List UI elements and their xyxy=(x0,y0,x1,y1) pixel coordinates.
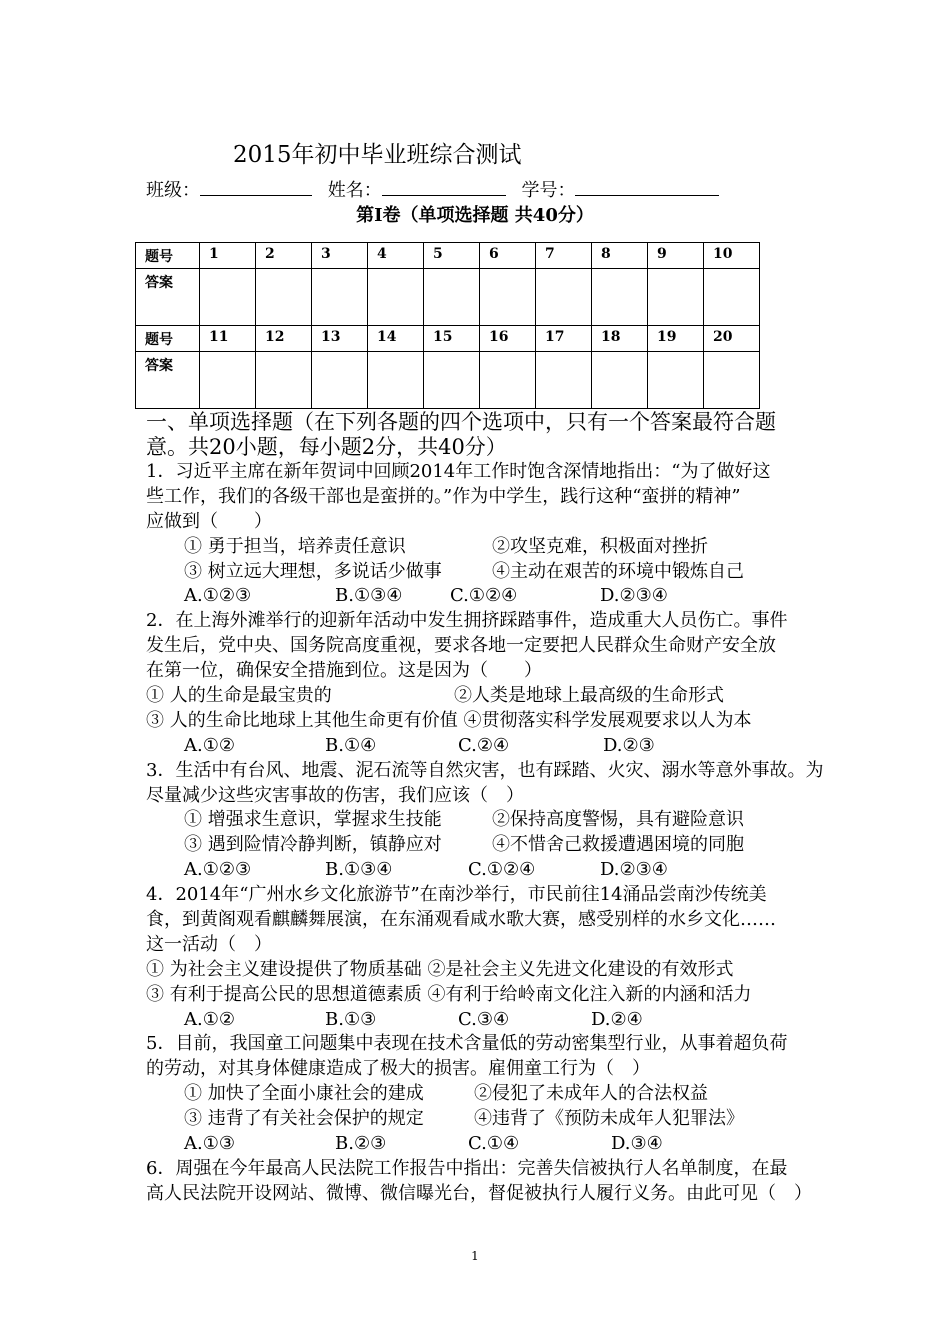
option-c[interactable]: C.①②④ xyxy=(450,585,518,607)
number-cell: 3 xyxy=(312,243,368,269)
q1-stem: 1．习近平主席在新年贺词中回顾2014年工作时饱含深情地指出：“为了做好这 xyxy=(146,461,771,482)
header-cell: 题号 xyxy=(136,326,200,352)
name-label: 姓名： xyxy=(327,180,382,201)
q3-statement: ③ 遇到险情冷静判断，镇静应对 xyxy=(184,834,442,856)
answer-cell[interactable] xyxy=(312,269,368,326)
q3-statement: ②保持高度警惕，具有避险意识 xyxy=(492,809,744,831)
page-number: 1 xyxy=(471,1249,479,1263)
q2-options xyxy=(146,734,816,759)
number-cell: 7 xyxy=(536,243,592,269)
header-cell: 题号 xyxy=(136,243,200,269)
option-c[interactable]: C.②④ xyxy=(458,734,510,756)
q2-statement: ① 人的生命是最宝贵的 xyxy=(146,685,332,707)
q1-statement: ④主动在艰苦的环境中锻炼自己 xyxy=(492,560,744,582)
answer-cell[interactable] xyxy=(480,352,536,409)
number-cell: 8 xyxy=(592,243,648,269)
q4-stem: 这一活动（ ） xyxy=(146,933,272,955)
number-cell: 9 xyxy=(648,243,704,269)
q5-statement: ④违背了《预防未成年人犯罪法》 xyxy=(474,1108,744,1130)
answer-cell[interactable] xyxy=(200,269,256,326)
option-c[interactable]: C.①②④ xyxy=(468,859,536,881)
table-row xyxy=(136,243,760,269)
q2-stem: 2．在上海外滩举行的迎新年活动中发生拥挤踩踏事件，造成重大人员伤亡。事件 xyxy=(146,610,788,632)
answer-cell[interactable] xyxy=(312,352,368,409)
option-d[interactable]: D.②③ xyxy=(603,734,655,756)
number-cell: 5 xyxy=(424,243,480,269)
answer-cell[interactable] xyxy=(592,269,648,326)
intro-line: 意。共20小题，每小题2分，共40分） xyxy=(146,435,507,459)
q4-statement: ③ 有利于提高公民的思想道德素质 ④有利于给岭南文化注入新的内涵和活力 xyxy=(146,983,752,1005)
option-b[interactable]: B.②③ xyxy=(335,1133,387,1155)
option-b[interactable]: B.①③ xyxy=(325,1008,377,1030)
q5-options xyxy=(146,1132,816,1157)
answer-table xyxy=(135,242,760,409)
answer-cell[interactable] xyxy=(424,352,480,409)
q3-stem: 尽量减少这些灾害事故的伤害，我们应该（ ） xyxy=(146,784,524,806)
q5-statement: ① 加快了全面小康社会的建成 xyxy=(184,1083,424,1105)
number-cell: 15 xyxy=(424,326,480,352)
answer-cell[interactable] xyxy=(648,269,704,326)
option-a[interactable]: A.①②③ xyxy=(184,585,252,607)
answer-cell[interactable] xyxy=(256,352,312,409)
id-label: 学号： xyxy=(521,180,576,201)
number-cell: 13 xyxy=(312,326,368,352)
q5-stem: 5．目前，我国童工问题集中表现在技术含量低的劳动密集型行业，从事着超负荷 xyxy=(146,1033,788,1055)
number-cell: 18 xyxy=(592,326,648,352)
q1-statement: ① 勇于担当，培养责任意识 xyxy=(184,535,406,557)
q5-stem: 的劳动，对其身体健康造成了极大的损害。雇佣童工行为（ ） xyxy=(146,1058,650,1080)
answer-cell[interactable] xyxy=(704,352,760,409)
section-title: 第Ⅰ卷（单项选择题 共40分） xyxy=(356,205,594,226)
table-row xyxy=(136,269,760,326)
answer-cell[interactable] xyxy=(368,269,424,326)
q5-statement: ③ 违背了有关社会保护的规定 xyxy=(184,1108,424,1130)
q1-statement: ②攻坚克难，积极面对挫折 xyxy=(492,535,708,557)
q3-statement: ① 增强求生意识，掌握求生技能 xyxy=(184,809,442,831)
q3-options xyxy=(146,858,816,883)
table-row xyxy=(136,352,760,409)
answer-label-cell: 答案 xyxy=(136,269,200,326)
number-cell: 17 xyxy=(536,326,592,352)
q1-options xyxy=(146,584,816,609)
q3-stem: 3．生活中有台风、地震、泥石流等自然灾害，也有踩踏、火灾、溺水等意外事故。为 xyxy=(146,759,824,781)
q1-stem: 应做到（ ） xyxy=(146,510,272,532)
option-c[interactable]: C.①④ xyxy=(468,1133,520,1155)
number-cell: 6 xyxy=(480,243,536,269)
table-row xyxy=(136,326,760,352)
answer-label-cell: 答案 xyxy=(136,352,200,409)
option-b[interactable]: B.①③④ xyxy=(325,859,393,881)
number-cell: 2 xyxy=(256,243,312,269)
number-cell: 12 xyxy=(256,326,312,352)
answer-cell[interactable] xyxy=(592,352,648,409)
option-d[interactable]: D.②④ xyxy=(591,1008,643,1030)
q1-statement: ③ 树立远大理想，多说话少做事 xyxy=(184,560,442,582)
student-info xyxy=(146,176,719,202)
class-field[interactable] xyxy=(200,177,312,196)
q2-statement: ②人类是地球上最高级的生命形式 xyxy=(454,685,724,707)
answer-cell[interactable] xyxy=(536,269,592,326)
answer-cell[interactable] xyxy=(368,352,424,409)
q2-statement: ③ 人的生命比地球上其他生命更有价值 ④贯彻落实科学发展观要求以人为本 xyxy=(146,709,752,731)
id-field[interactable] xyxy=(575,177,719,196)
option-a[interactable]: A.①② xyxy=(184,734,235,756)
q1-stem: 些工作，我们的各级干部也是蛮拼的。”作为中学生，践行这种“蛮拼的精神” xyxy=(146,485,741,507)
number-cell: 20 xyxy=(704,326,760,352)
number-cell: 4 xyxy=(368,243,424,269)
answer-cell[interactable] xyxy=(424,269,480,326)
answer-cell[interactable] xyxy=(200,352,256,409)
page-title: 2015年初中毕业班综合测试 xyxy=(233,142,522,168)
name-field[interactable] xyxy=(382,177,506,196)
number-cell: 16 xyxy=(480,326,536,352)
option-b[interactable]: B.①④ xyxy=(325,734,377,756)
q5-statement: ②侵犯了未成年人的合法权益 xyxy=(474,1083,708,1105)
option-a[interactable]: A.①③ xyxy=(184,1133,235,1155)
answer-cell[interactable] xyxy=(536,352,592,409)
number-cell: 11 xyxy=(200,326,256,352)
q4-stem: 食，到黄阁观看麒麟舞展演，在东涌观看咸水歌大赛，感受别样的水乡文化…… xyxy=(146,909,776,931)
number-cell: 14 xyxy=(368,326,424,352)
q3-statement: ④不惜舍己救援遭遇困境的同胞 xyxy=(492,834,744,856)
option-d[interactable]: D.③④ xyxy=(611,1133,663,1155)
number-cell: 1 xyxy=(200,243,256,269)
question-body xyxy=(146,410,824,1207)
intro-line: 一、单项选择题（在下列各题的四个选项中，只有一个答案最符合题 xyxy=(146,410,776,434)
q6-stem: 高人民法院开设网站、微博、微信曝光台，督促被执行人履行义务。由此可见（ ） xyxy=(146,1182,812,1204)
option-c[interactable]: C.③④ xyxy=(458,1008,510,1030)
q4-statement: ① 为社会主义建设提供了物质基础 ②是社会主义先进文化建设的有效形式 xyxy=(146,958,734,980)
option-d[interactable]: D.②③④ xyxy=(600,859,668,881)
answer-cell[interactable] xyxy=(704,269,760,326)
option-d[interactable]: D.②③④ xyxy=(600,585,668,607)
option-a[interactable]: A.①②③ xyxy=(184,859,252,881)
option-b[interactable]: B.①③④ xyxy=(335,585,403,607)
answer-cell[interactable] xyxy=(648,352,704,409)
q4-stem: 4．2014年“广州水乡文化旅游节”在南沙举行，市民前往14涌品尝南沙传统美 xyxy=(146,884,767,906)
q4-options xyxy=(146,1008,816,1033)
number-cell: 10 xyxy=(704,243,760,269)
q6-stem: 6．周强在今年最高人民法院工作报告中指出：完善失信被执行人名单制度，在最 xyxy=(146,1157,788,1179)
q2-stem: 发生后，党中央、国务院高度重视，要求各地一定要把人民群众生命财产安全放 xyxy=(146,635,776,657)
class-label: 班级： xyxy=(146,180,200,201)
number-cell: 19 xyxy=(648,326,704,352)
answer-cell[interactable] xyxy=(480,269,536,326)
answer-cell[interactable] xyxy=(256,269,312,326)
q2-stem: 在第一位，确保安全措施到位。这是因为（ ） xyxy=(146,660,542,682)
option-a[interactable]: A.①② xyxy=(184,1008,235,1030)
